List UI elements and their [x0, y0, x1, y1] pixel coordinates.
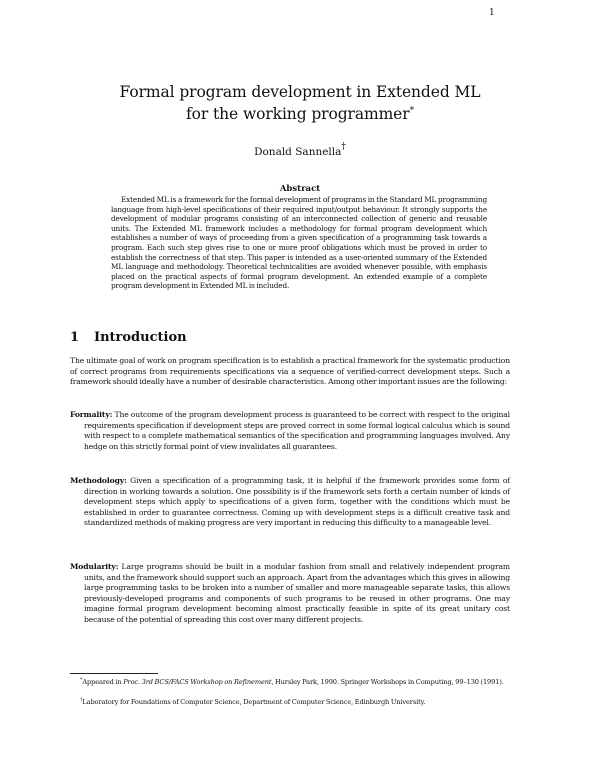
title-footnote-mark[interactable]: *: [409, 106, 414, 116]
paper-title-line-2: [60, 101, 540, 124]
item-text: Given a specification of a programming task, it is helpful if the framework provides some form of direction in working towards a solution. One possibility is if the framework sets forth a certain number of kinds of development steps which apply to specifications of a given form, together with the conditions which must be established in order to guarantee correctness. Coming up with development steps is a difficult creative task and standardized methods of making progress are very important in reducing this difficulty to a manageable level.: [84, 476, 510, 528]
title-line-2-text: for the working programmer: [186, 105, 410, 123]
item-term: Formality:: [70, 410, 113, 419]
footnote-2-mark: †: [80, 697, 83, 703]
abstract-heading: Abstract: [279, 184, 321, 194]
title-line-1-text: Formal program development in Extended ML: [119, 83, 481, 101]
intro-paragraph: The ultimate goal of work on program specification is to establish a practical framework for the systematic production of correct programs from requirements specifications via a sequence of verified-correct development steps. Such a framework should ideally have a number of desirable characteristics. Among other important issues are the following:: [70, 356, 510, 387]
section-heading: [70, 330, 187, 345]
section-title: Introduction: [94, 330, 187, 345]
list-item-formality: [70, 410, 510, 452]
author-footnote-mark[interactable]: †: [341, 142, 346, 152]
footnote-1-venue: Proc. 3rd BCS/FACS Workshop on Refinement: [123, 678, 272, 686]
abstract-text: Extended ML is a framework for the formal development of programs in the Standard ML programming language from high-level specifications of their required input/output behaviour. It strongly supports the development of modular programs consisting of an interconnected collection of generic and reusable units. The Extended ML framework includes a methodology for formal program development which establishes a number of ways of proceeding from a given specification of a programming task towards a program. Each such step gives rise to one or more proof obligations which must be proved in order to establish the correctness of that step. This paper is intended as a user-oriented summary of the Extended ML language and methodology. Theoretical technicalities are avoided whenever possible, with emphasis placed on the practical aspects of formal program development. An extended example of a complete program development in Extended ML is included.: [111, 195, 487, 291]
list-item-modularity: [70, 562, 510, 626]
item-text: The outcome of the program development process is guaranteed to be correct with respect to the original requirements specification if development steps are proved correct in some formal logical calculus which is sound with respect to a complete mathematical semantics of the specification and programming languages involved. Any hedge on this strictly formal point of view invalidates all guarantees.: [84, 410, 510, 451]
footnote-1-rest: , Hursley Park, 1990. Springer Workshops in Computing, 99–130 (1991).: [271, 678, 504, 686]
item-term: Modularity:: [70, 562, 119, 571]
author-name: Donald Sannella: [254, 146, 342, 158]
item-text: Large programs should be built in a modular fashion from small and relatively independent program units, and the framework should support such an approach. Apart from the advantages which this gives in allowing large programming tasks to be broken into a number of smaller and more manageable separate tasks, this allows previously-developed programs and components of such programs to be reused in other programs. One may imagine formal program development becoming almost practically feasible in spite of its great unitary cost because of the potential of spreading this cost over many different projects.: [84, 562, 510, 624]
footnote-1-mark: *: [80, 677, 83, 683]
footnote-2-text: Laboratory for Foundations of Computer Science, Department of Computer Science, Edinburgh University.: [82, 698, 426, 706]
footnote-1-prefix: Appeared in: [82, 678, 122, 686]
section-number: 1: [70, 330, 80, 345]
footnote-rule: [70, 673, 158, 674]
page-number: 1: [489, 8, 495, 18]
footnote-2: [70, 696, 510, 706]
footnote-1: [70, 676, 510, 686]
item-term: Methodology:: [70, 476, 127, 485]
author: [60, 142, 540, 158]
paper-title-line-1: [60, 82, 540, 102]
list-item-methodology: [70, 476, 510, 529]
